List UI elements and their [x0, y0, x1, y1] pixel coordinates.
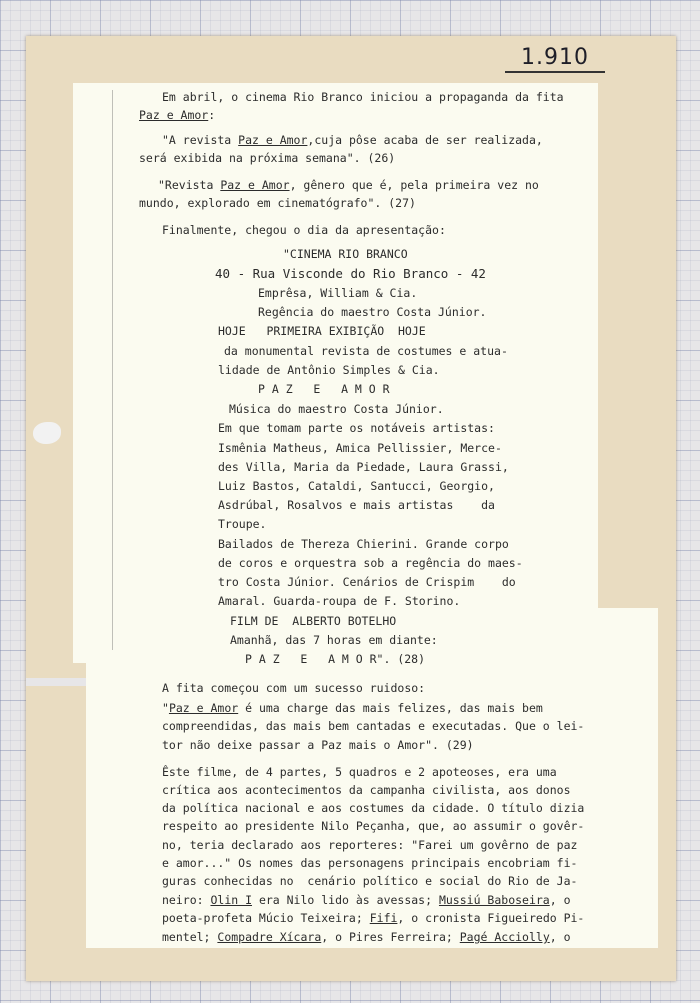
ad-line: Amanhã, das 7 horas em diante:	[230, 633, 438, 647]
page-number-underline	[505, 71, 605, 73]
film-title: Paz e Amor	[168, 701, 239, 715]
ad-line: Emprêsa, William & Cia.	[258, 286, 418, 300]
text-line: crítica aos acontecimentos da campanha civilista, aos donos	[162, 783, 571, 797]
character-name: Pagé Acciolly	[459, 930, 550, 944]
ad-line: tro Costa Júnior. Cenários de Crispim do	[218, 575, 516, 589]
text-line: da política nacional e aos costumes da cidade. O título dizia	[162, 801, 585, 815]
text-line: Êste filme, de 4 partes, 5 quadros e 2 apoteoses, era uma	[162, 765, 557, 779]
page-number: 1.910	[521, 45, 589, 70]
film-title: Paz e Amor	[139, 108, 209, 122]
character-name: Mussiú Baboseira	[438, 893, 550, 907]
film-title: Paz e Amor	[238, 133, 308, 147]
text-line: respeito ao presidente Nilo Peçanha, que, ao assumir o govêr-	[162, 819, 585, 833]
ad-line: "CINEMA RIO BRANCO	[283, 247, 408, 261]
text-line	[162, 910, 584, 926]
ad-line: Asdrúbal, Rosalvos e mais artistas da	[218, 498, 495, 512]
ad-line: lidade de Antônio Simples & Cia.	[218, 363, 440, 377]
text-fragment: "Revista	[158, 178, 221, 192]
character-name: Fifi	[369, 911, 398, 925]
quote-line	[162, 132, 543, 148]
ad-line: Música do maestro Costa Júnior.	[229, 402, 444, 416]
ad-line: FILM DE ALBERTO BOTELHO	[230, 614, 397, 628]
ad-line: des Villa, Maria da Piedade, Laura Grassi,	[218, 460, 509, 474]
ad-line: Luiz Bastos, Cataldi, Santucci, Georgio,	[218, 479, 495, 493]
ad-line: da monumental revista de costumes e atua-	[224, 344, 508, 358]
text-line: no, teria declarado aos reporteres: "Farei um govêrno de paz	[162, 838, 578, 852]
ad-line: Troupe.	[218, 517, 267, 531]
text-fragment: , o	[549, 930, 571, 944]
quote-line: será exibida na próxima semana". (26)	[139, 151, 396, 165]
ad-line: P A Z E A M O R". (28)	[245, 652, 426, 666]
character-name: Compadre Xícara	[217, 930, 322, 944]
quote-line	[162, 700, 543, 716]
text-fragment: , o Pires Ferreira;	[321, 930, 460, 944]
text-fragment: mentel;	[162, 930, 218, 944]
text-fragment: "	[162, 701, 169, 715]
film-title: Paz e Amor	[220, 178, 290, 192]
text-fragment: , o cronista Figueiredo Pi-	[397, 911, 585, 925]
quote-line: tor não deixe passar a Paz mais o Amor". (29)	[162, 738, 474, 752]
ad-line: Bailados de Thereza Chierini. Grande corpo	[218, 537, 509, 551]
text-line	[162, 892, 571, 908]
text-fragment: era Nilo lido às avessas;	[252, 893, 439, 907]
ad-line: Regência do maestro Costa Júnior.	[258, 305, 487, 319]
text-fragment: "A revista	[162, 133, 239, 147]
text-line	[162, 929, 571, 945]
quote-line: mundo, explorado em cinematógrafo". (27)	[139, 196, 416, 210]
text-fragment: , o	[549, 893, 571, 907]
text-fragment: ,cuja pôse acaba de ser realizada,	[307, 133, 543, 147]
ad-line: Em que tomam parte os notáveis artistas:	[218, 421, 495, 435]
ad-line: Ismênia Matheus, Amica Pellissier, Merce-	[218, 441, 502, 455]
character-name: Olin I	[210, 893, 253, 907]
text-line	[139, 107, 215, 123]
quote-line: compreendidas, das mais bem cantadas e executadas. Que o lei-	[162, 719, 585, 733]
text-fragment: é uma charge das mais felizes, das mais bem	[238, 701, 543, 715]
quote-line	[158, 177, 539, 193]
text-line: Em abril, o cinema Rio Branco iniciou a propaganda da fita	[162, 90, 564, 104]
text-fragment: :	[208, 108, 216, 122]
ad-line: P A Z E A M O R	[258, 382, 390, 396]
text-line: guras conhecidas no cenário político e social do Rio de Ja-	[162, 874, 578, 888]
ad-line: Amaral. Guarda-roupa de F. Storino.	[218, 594, 461, 608]
text-fragment: , gênero que é, pela primeira vez no	[289, 178, 539, 192]
ad-line: 40 - Rua Visconde do Rio Branco - 42	[215, 266, 486, 281]
paper-hole	[33, 422, 61, 444]
text-fragment: poeta-profeta Múcio Teixeira;	[162, 911, 370, 925]
text-line: Finalmente, chegou o dia da apresentação:	[162, 223, 446, 237]
ad-line: HOJE PRIMEIRA EXIBIÇÃO HOJE	[218, 324, 426, 338]
text-fragment: neiro:	[162, 893, 211, 907]
text-line: A fita começou com um sucesso ruidoso:	[162, 681, 426, 695]
margin-line	[112, 90, 113, 650]
text-line: e amor..." Os nomes das personagens principais encobriam fi-	[162, 856, 578, 870]
ad-line: de coros e orquestra sob a regência do maes-	[218, 556, 523, 570]
